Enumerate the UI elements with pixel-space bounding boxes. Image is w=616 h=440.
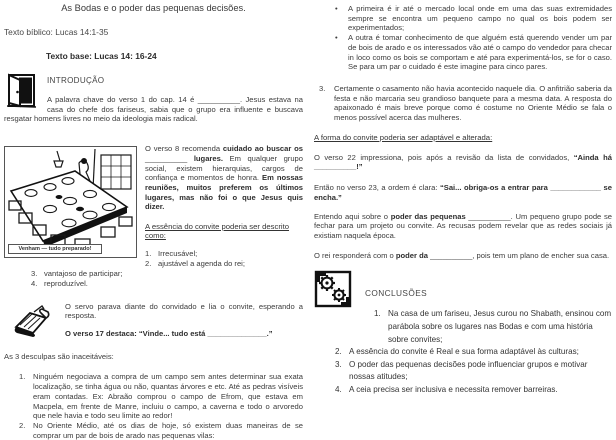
verse8-blank: __________ [145,153,194,163]
verse23-paragraph [314,183,612,202]
banquet-image-caption: Venham — tudo preparado! [8,244,102,254]
list-item [4,372,303,421]
list-number: 2. [335,347,342,357]
pequenas-text: Entendo aqui sobre o [314,211,391,221]
introduction-section [4,72,303,124]
introduction-paragraph: A palavra chave do verso 1 do cap. 14 é __________. Jesus estava na casa do chefe dos fariseus, sabia que o grupo era influente e buscava resgatar homens livres no meio da ideologia mais radical. [4,95,303,124]
list-number: 1. [19,372,26,382]
rei-text: O rei responderá com o [314,250,396,260]
king-answer-paragraph [314,251,612,261]
list-item [314,33,612,72]
list-item [31,279,303,289]
rei-text2: __________, pois tem um plano de encher sua casa. [427,250,610,260]
banquet-table-illustration [5,147,136,257]
list-text: Certamente o casamento não havia acontecido naquele dia. O anfitrião saberia da festa e não marcaria seu grandioso banquete para a mesma data. A resposta do apaixonado é mais breve porque como é costume no Oriente Médio se fala o menos possível acerca das mulheres. [334,83,612,123]
pequenas-text2: __________. Um pequeno grupo pode se fechar para um projeto ou convite. As recusas podem revelar que as redes sociais já existiam naquela época. [314,211,612,240]
oxen-bullet-list [314,4,612,72]
list-item [314,346,612,359]
left-column [4,3,303,440]
list-number: 3. [335,359,342,369]
verse8-text: O verso 8 recomenda [145,144,223,154]
list-item [145,259,303,269]
base-text-reference: Texto base: Lucas 14: 16-24 [46,51,157,61]
verse23-bold: “Sai... obriga-os a entrar para ____________ se encha.” [314,183,612,202]
bible-text-reference: Texto bíblico: Lucas 14:1-35 [4,27,109,37]
list-text: reproduzível. [44,278,88,288]
list-text: vantajoso de participar; [44,268,123,278]
list-number: 3. [31,268,38,278]
list-text: A outra é tomar conhecimento de que alguém está querendo vender um par de bois de arado e os interessados vão até o campo do vendedor para checar in loco como os bois se comportam e até para experimentá-los, se for o caso. Se para um par o cuidado é este imagine para cinco pares. [348,33,612,72]
list-number: 3. [319,83,326,93]
list-number: 2. [145,258,152,268]
introduction-heading: INTRODUÇÃO [47,76,105,85]
verse8-bold2: lugares. [193,153,223,163]
servant-section [4,302,303,339]
invite-form-heading: A forma do convite poderia ser adaptável e alterada: [314,132,493,142]
list-item [31,269,303,279]
list-text: Ninguém negociava a compra de um campo sem antes determinar sua exata localização, se tinha água ou não, quantas árvores e etc. Até as pedras visíveis eram contadas. Ex: Abraão comprou o campo de Efrom, que estava em Macpela, em frente de Manre, incluiu o campo, a caverna e todo o arvoredo que nele havia e todo seu limite ao redor! [33,372,303,421]
gears-icon [314,270,353,309]
list-item [314,4,612,33]
verse23-text: Então no verso 23, a ordem é clara: [314,183,440,193]
list-text: Na casa de um fariseu, Jesus curou no Shabath, ensinou com parábola sobre os lugares nas Bodas e com uma história sobre convites; [388,309,612,344]
verse8-bold3: Em nossas reuniões, muitos preferem os últimos lugares, mas não foi o que Jesus quis dizer. [145,173,303,212]
list-text: O poder das pequenas decisões pode influenciar grupos e motivar nossas atitudes; [349,359,588,382]
list-number: 4. [335,384,342,394]
list-item [4,421,303,440]
conclusions-list [314,308,612,396]
list-item [314,359,612,384]
verse8-text2: Em qualquer grupo social, existem hierarquias, cargos de confiança e momentos de honra. [145,153,304,183]
conclusions-header [314,270,612,301]
verse22-text: O verso 22 impressiona, pois após a revisão da lista de convidados, [314,152,574,162]
small-decisions-paragraph [314,212,612,241]
servant-paragraph: O servo parava diante do convidado e lia o convite, esperando a resposta. [65,301,303,321]
right-column [314,4,612,397]
list-item [314,384,612,397]
open-door-icon [4,73,39,108]
essence-heading: A essência do convite poderia ser descrito como: [145,222,290,241]
list-number: 1. [374,309,381,319]
list-text: ajustável a agenda do rei; [158,258,245,268]
bullet-marker: • [335,33,338,43]
list-text: A essência do convite é Real e sua forma adaptável às culturas; [349,347,579,357]
verse17-paragraph: O verso 17 destaca: “Vinde... tudo está ______________.” [65,329,273,339]
excuse-item-3 [314,84,612,123]
scroll-icon [10,303,52,340]
list-text: A primeira é ir até o mercado local onde em uma das suas extremidades sempre se encontra um pequeno campo no qual os bois podem ser experimentados; [348,4,612,33]
list-text: Irrecusável; [158,249,198,259]
verse8-bold: cuidado ao buscar os [222,144,303,154]
verse8-section [4,144,303,289]
page-title: As Bodas e o poder das pequenas decisões. [61,3,246,13]
list-item [145,249,303,259]
list-number: 4. [31,278,38,288]
verse22-bold: “Ainda há __________!” [314,152,612,172]
list-number: 1. [145,249,152,259]
bullet-marker: • [335,4,338,13]
excuses-list [4,372,303,440]
pequenas-bold: poder das pequenas [390,211,466,221]
list-item [353,308,612,346]
banquet-table-image [4,146,137,258]
excuses-heading: As 3 desculpas são inaceitáveis: [4,351,114,361]
conclusions-heading: CONCLUSÕES [365,288,428,299]
list-text: A ceia precisa ser inclusiva e necessita remover barreiras. [349,384,558,394]
list-text: No Oriente Médio, até os dias de hoje, só existem duas maneiras de se comprar um par de bois de arado nas pequenas vilas: [33,420,303,440]
list-number: 2. [19,420,26,430]
verse22-paragraph [314,153,612,172]
rei-bold: poder da [395,250,428,260]
